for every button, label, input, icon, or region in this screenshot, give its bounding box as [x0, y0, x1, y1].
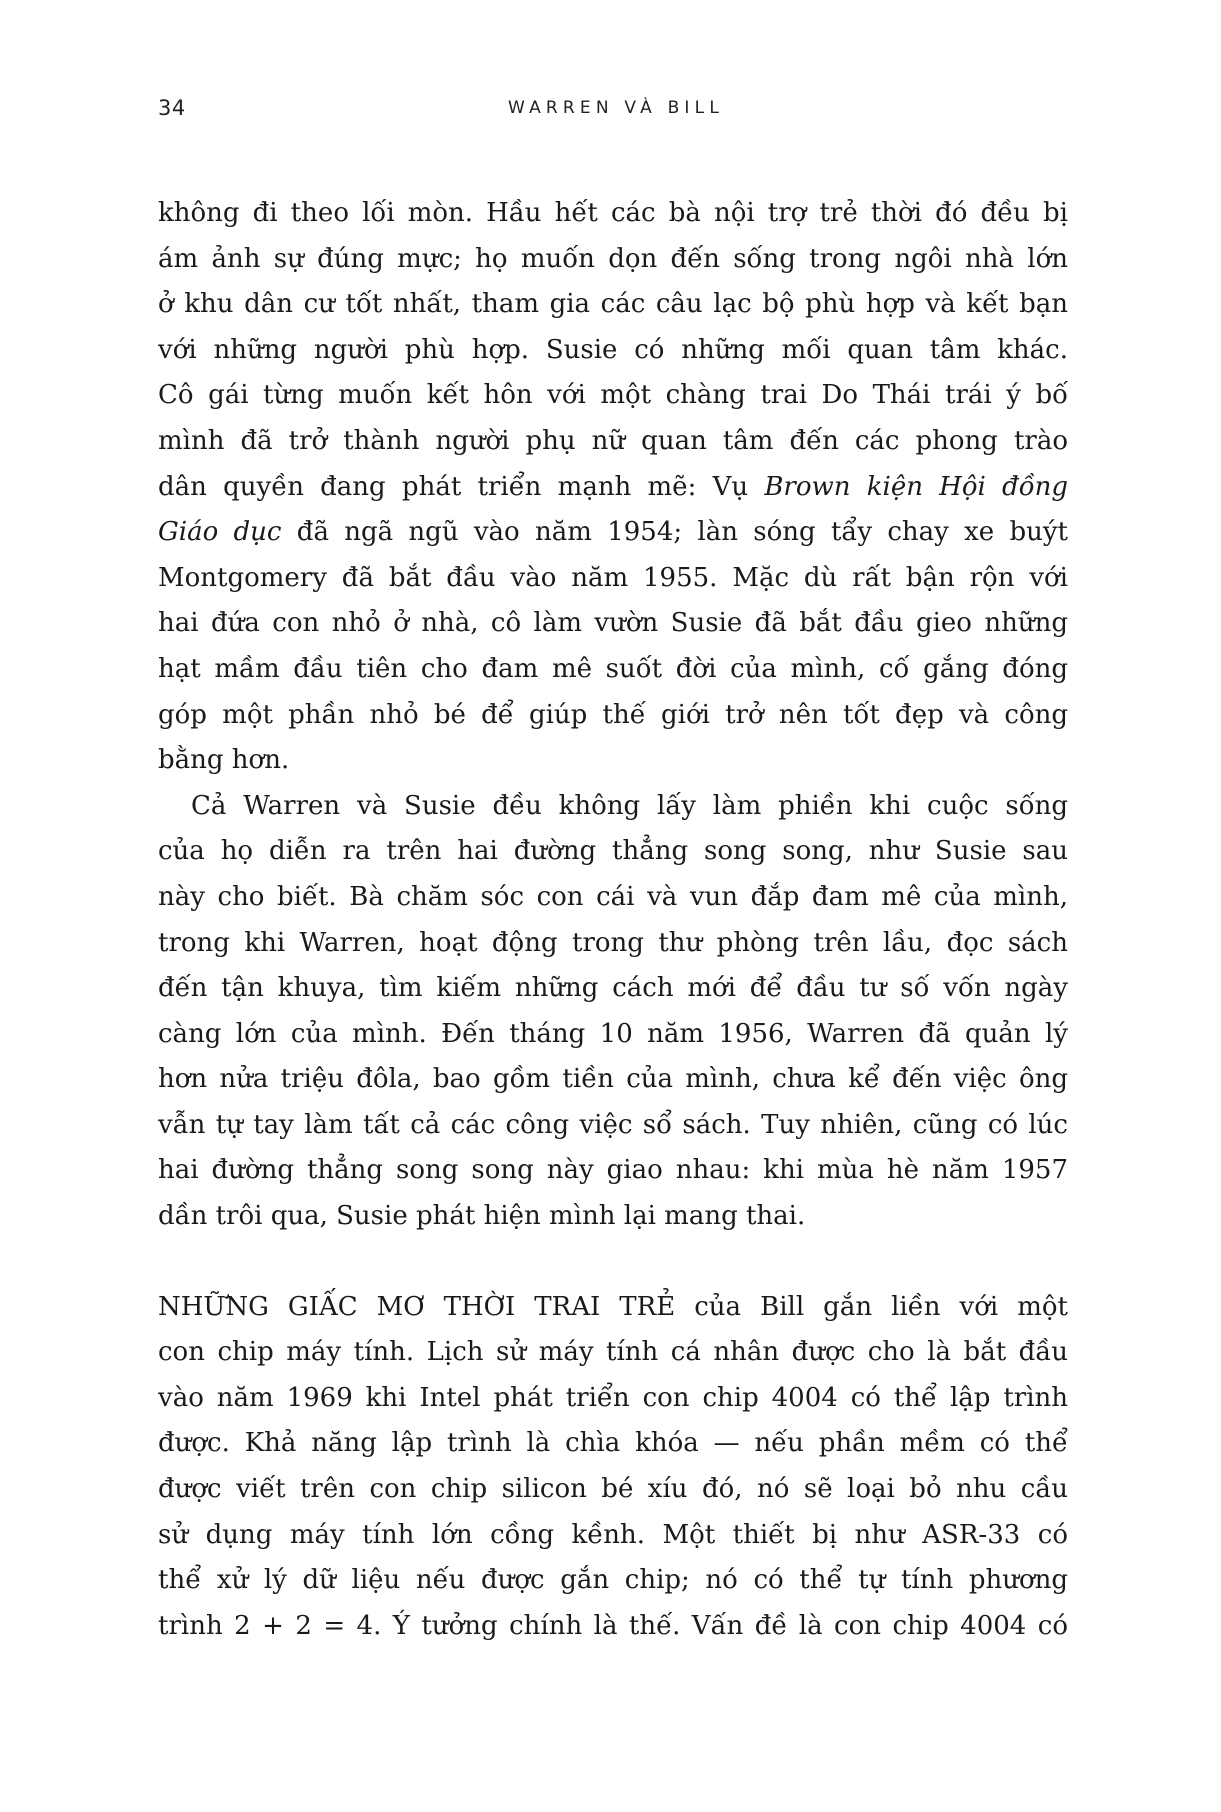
text-line	[158, 465, 1068, 511]
running-header	[0, 96, 1221, 126]
text-line: góp một phần nhỏ bé để giúp thế giới trở nên tốt đẹp và công	[158, 699, 1068, 730]
text-line: con chip máy tính. Lịch sử máy tính cá nhân được cho là bắt đầu	[158, 1337, 1068, 1368]
case-title-italic: Giáo dục	[158, 517, 282, 548]
body-text	[158, 191, 1068, 1649]
text-line: thể xử lý dữ liệu nếu được gắn chip; nó có thể tự tính phương	[158, 1565, 1068, 1596]
page-number: 34	[158, 96, 186, 120]
text-line: dần trôi qua, Susie phát hiện mình lại mang thai.	[158, 1201, 806, 1232]
text-line: Cô gái từng muốn kết hôn với một chàng trai Do Thái trái ý bố	[158, 380, 1068, 411]
text-line: bằng hơn.	[158, 745, 290, 776]
text-line: ở khu dân cư tốt nhất, tham gia các câu lạc bộ phù hợp và kết bạn	[158, 289, 1068, 320]
text-line: không đi theo lối mòn. Hầu hết các bà nội trợ trẻ thời đó đều bị	[158, 198, 1068, 228]
paragraph-3	[158, 1285, 1068, 1650]
text-line: Cả Warren và Susie đều không lấy làm phiền khi cuộc sống	[191, 790, 1068, 821]
text-line: Montgomery đã bắt đầu vào năm 1955. Mặc dù rất bận rộn với	[158, 562, 1068, 593]
text-line: được. Khả năng lập trình là chìa khóa — nếu phần mềm có thể	[158, 1428, 1068, 1459]
text-line: được viết trên con chip silicon bé xíu đó, nó sẽ loại bỏ nhu cầu	[158, 1474, 1068, 1505]
text-line: với những người phù hợp. Susie có những mối quan tâm khác.	[158, 334, 1068, 365]
text-line: trình 2 + 2 = 4. Ý tưởng chính là thế. Vấn đề là con chip 4004 có	[158, 1610, 1068, 1641]
text-line: hơn nửa triệu đôla, bao gồm tiền của mình, chưa kể đến việc ông	[158, 1064, 1068, 1095]
text-line: của họ diễn ra trên hai đường thẳng song song, như Susie sau	[158, 836, 1068, 867]
text-run: đã ngã ngũ vào năm 1954; làn sóng tẩy chay xe buýt	[281, 517, 1068, 548]
text-line: sử dụng máy tính lớn cồng kềnh. Một thiết bị như ASR-33 có	[158, 1519, 1068, 1550]
text-line: hạt mầm đầu tiên cho đam mê suốt đời của mình, cố gắng đóng	[158, 653, 1068, 684]
text-line: ám ảnh sự đúng mực; họ muốn dọn đến sống trong ngôi nhà lớn	[158, 243, 1068, 274]
paragraph-2	[158, 784, 1068, 1240]
text-line: trong khi Warren, hoạt động trong thư phòng trên lầu, đọc sách	[158, 927, 1068, 958]
text-line: càng lớn của mình. Đến tháng 10 năm 1956, Warren đã quản lý	[158, 1018, 1068, 1049]
section-break	[158, 1240, 1068, 1285]
text-line: mình đã trở thành người phụ nữ quan tâm đến các phong trào	[158, 425, 1068, 456]
text-line: hai đứa con nhỏ ở nhà, cô làm vườn Susie đã bắt đầu gieo những	[158, 608, 1068, 639]
text-line: đến tận khuya, tìm kiếm những cách mới để đầu tư số vốn ngày	[158, 973, 1068, 1004]
text-line: hai đường thẳng song song này giao nhau: khi mùa hè năm 1957	[158, 1155, 1068, 1186]
text-line	[158, 510, 1068, 556]
case-title-italic: Brown kiện Hội đồng	[764, 471, 1068, 502]
text-line: NHỮNG GIẤC MƠ THỜI TRAI TRẺ của Bill gắn liền với một	[158, 1291, 1068, 1322]
text-line: vẫn tự tay làm tất cả các công việc sổ sách. Tuy nhiên, cũng có lúc	[158, 1109, 1068, 1140]
paragraph-1	[158, 191, 1068, 784]
text-run: dân quyền đang phát triển mạnh mẽ: Vụ	[158, 471, 765, 502]
running-title: WARREN VÀ BILL	[508, 98, 724, 118]
text-line: vào năm 1969 khi Intel phát triển con chip 4004 có thể lập trình	[158, 1382, 1068, 1413]
text-line: này cho biết. Bà chăm sóc con cái và vun đắp đam mê của mình,	[158, 881, 1068, 912]
